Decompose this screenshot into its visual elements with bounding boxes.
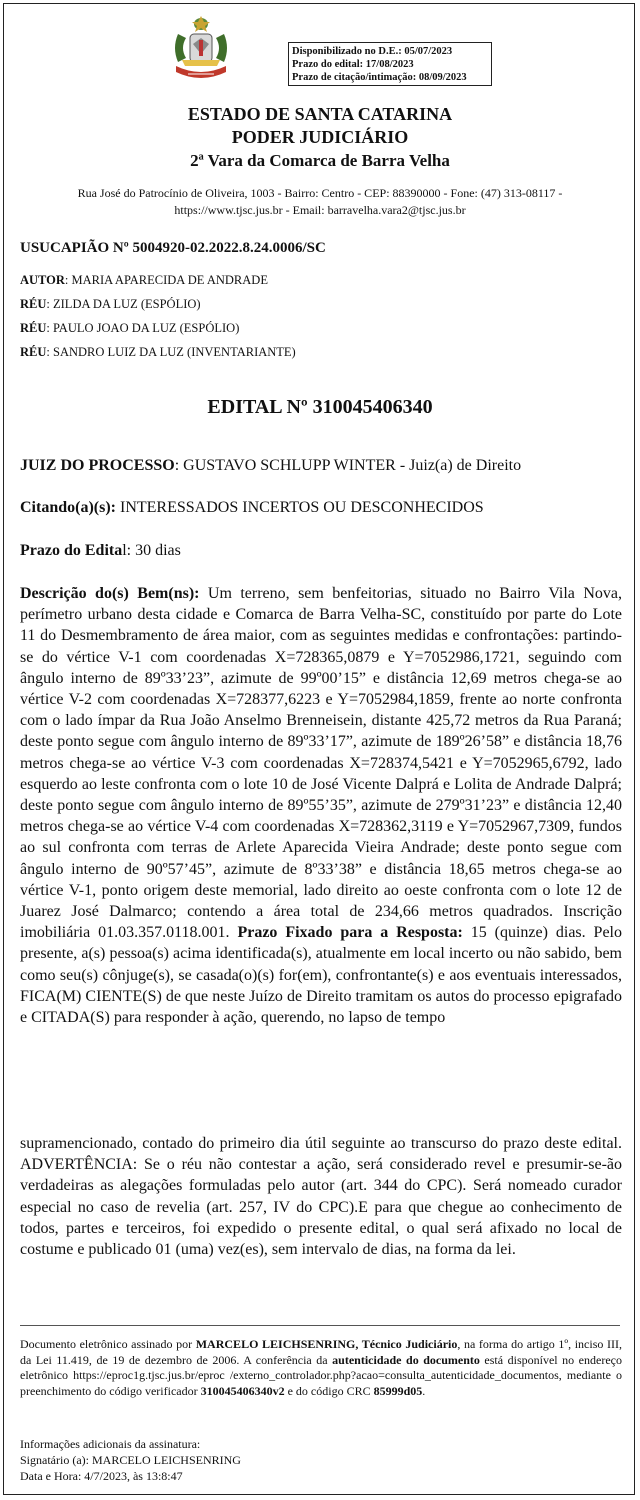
signer-name: MARCELO LEICHSENRING, Técnico Judiciário <box>195 1337 458 1351</box>
party-name: : MARIA APARECIDA DE ANDRADE <box>64 273 268 287</box>
party-author <box>20 273 624 288</box>
footer-text: . <box>422 1383 426 1398</box>
party-defendant-2 <box>20 321 624 336</box>
publication-dates-box <box>288 42 492 86</box>
description-paragraph-continued <box>20 1133 622 1260</box>
judge-label: JUIZ DO PROCESSO <box>20 457 175 474</box>
description-text: Um terreno, sem benfeitorias, situado no Bairro Vila Nova, perímetro urbano desta cidade e Comarca de Barra Velha-SC, constituído por parte do Lote 11 do Desmembramento de área maior, com as seguintes medidas e confrontações: partindo-se do vértice V-1 com coordenadas X=728365,0879 e Y=7052986,1721, seguindo com ângulo interno de 89º33’23”, azimute de 99º00’15” e distância 12,69 metros chega-se ao vértice V-2 com coordenadas X=728377,6223 e Y=7052984,1859, frente ao norte confronta com o lado ímpar da Rua João Anselmo Brenneisein, distante 425,72 metros da Rua Paraná; deste ponto segue com ângulo interno de 89º33’17”, azimute de 189º26’58” e distância 18,76 metros chega-se ao vértice V-3 com coordenadas X=728374,5421 e Y=7052965,6792, lado esquerdo ao leste confronta com o lote 10 de José Vicente Dalprá e Lolita de Andrade Dalprá; deste ponto segue com ângulo interno de 89º55’35”, azimute de 279º31’23” e distância 12,40 metros chega-se ao vértice V-4 com coordenadas X=728362,3119 e Y=7052967,7309, fundos ao sul confronta com terras de Arlete Aparecida Vieira Andrade; deste ponto segue com ângulo interno de 90º57’45”, azimute de 8º33’38” e distância 18,65 metros chega-se ao vértice V-1, ponto origem deste memorial, lado direito ao oeste confronta com o lote 12 de Juarez José Dalmarco; contendo a área total de 234,66 metros quadrados. Inscrição imobiliária 01.03.357.0118.001. <box>20 585 622 942</box>
process-title: USUCAPIÃO Nº 5004920-02.2022.8.24.0006/SC <box>20 240 326 256</box>
cited-label: Citando(a)(s): <box>20 499 116 516</box>
warning-text: supramencionado, contado do primeiro dia útil seguinte ao transcurso do prazo deste edital. ADVERTÊNCIA: Se o réu não contestar a ação, será considerado revel e presumir-se-ão verdadeiras as alegações formuladas pelo autor (art. 344 do CPC). Será nomeado curador especial no caso de revelia (art. 257, IV do CPC).E para que chegue ao conhecimento de todos, partes e terceiros, foi expedido o presente edital, o qual será afixado no local de costume e publicado 01 (uma) vez(es), sem intervalo de dias, na forma da lei. <box>20 1135 622 1259</box>
party-role: AUTOR <box>20 273 65 287</box>
coat-of-arms-emblem <box>168 14 234 88</box>
footer-text: Documento eletrônico assinado por <box>20 1337 196 1351</box>
footer-divider <box>20 1325 620 1326</box>
date-published: Disponibilizado no D.E.: 05/07/2023 <box>292 46 453 57</box>
signature-info-label: Informações adicionais da assinatura: <box>20 1437 201 1451</box>
header-power: PODER JUDICIÁRIO <box>231 127 409 147</box>
crc-code: 85999d05 <box>373 1383 423 1398</box>
footer-text: e do código CRC <box>284 1383 374 1398</box>
signature-paragraph <box>20 1337 622 1399</box>
header-address-line1: Rua José do Patrocínio de Oliveira, 1003 - Bairro: Centro - CEP: 88390000 - Fone: (47) 313-08117 - <box>77 186 563 200</box>
judge-line <box>20 457 624 475</box>
party-name: : PAULO JOAO DA LUZ (ESPÓLIO) <box>46 321 240 335</box>
header-state: ESTADO DE SANTA CATARINA <box>187 104 453 124</box>
party-defendant-3 <box>20 345 624 360</box>
cited-value: INTERESSADOS INCERTOS OU DESCONHECIDOS <box>116 499 484 516</box>
response-term-text: 15 (quinze) dias. Pelo presente, a(s) pessoa(s) acima identificada(s), atualmente em local incerto ou não sabido, bem como seu(s) cônjuge(s), se casada(o)(s) for(em), confrontante(s) e aos eventuais interessados, FICA(M) CIENTE(S) de que neste Juízo de Direito tramitam os autos do processo epigrafado e CITADA(S) para responder à ação, querendo, no lapso de tempo <box>20 924 623 1027</box>
party-role: RÉU <box>20 321 47 335</box>
description-label: Descrição do(s) Bem(ns): <box>20 585 200 602</box>
party-role: RÉU <box>20 297 47 311</box>
header-court: 2ª Vara da Comarca de Barra Velha <box>190 151 450 170</box>
judge-value: : GUSTAVO SCHLUPP WINTER - Juiz(a) de Direito <box>174 457 522 474</box>
party-role: RÉU <box>20 345 47 359</box>
term-label: Prazo do Edita <box>20 542 123 559</box>
signature-datetime: Data e Hora: 4/7/2023, às 13:8:47 <box>20 1469 183 1483</box>
response-term-label: Prazo Fixado para a Resposta: <box>237 924 463 942</box>
party-name: : ZILDA DA LUZ (ESPÓLIO) <box>46 297 201 311</box>
edital-title: EDITAL Nº 310045406340 <box>207 396 433 418</box>
date-edital-term: Prazo do edital: 17/08/2023 <box>292 59 414 70</box>
party-defendant-1 <box>20 297 624 312</box>
cited-line <box>20 499 624 517</box>
authenticity-label: autenticidade do documento <box>332 1352 480 1367</box>
party-name: : SANDRO LUIZ DA LUZ (INVENTARIANTE) <box>46 345 296 359</box>
term-value: l: 30 dias <box>122 542 181 559</box>
date-citation-term: Prazo de citação/intimação: 08/09/2023 <box>292 72 467 83</box>
signatory: Signatário (a): MARCELO LEICHSENRING <box>20 1453 241 1467</box>
verifier-code: 310045406340v2 <box>200 1383 285 1398</box>
term-line <box>20 542 624 560</box>
header-address-line2: https://www.tjsc.jus.br - Email: barravelha.vara2@tjsc.jus.br <box>174 203 466 217</box>
description-paragraph <box>20 583 622 1028</box>
footer-text: está disponível no endereço eletrônico https://eproc1g.tjsc.jus.br/eproc /externo_controlador.php?acao=consulta_autenticidade_documentos, mediante o preenchimento do código verificador <box>20 1352 622 1398</box>
footer-text: , na forma do artigo 1º, inciso III, da Lei 11.419, de 19 de dezembro de 2006. A conferência da <box>20 1337 622 1367</box>
